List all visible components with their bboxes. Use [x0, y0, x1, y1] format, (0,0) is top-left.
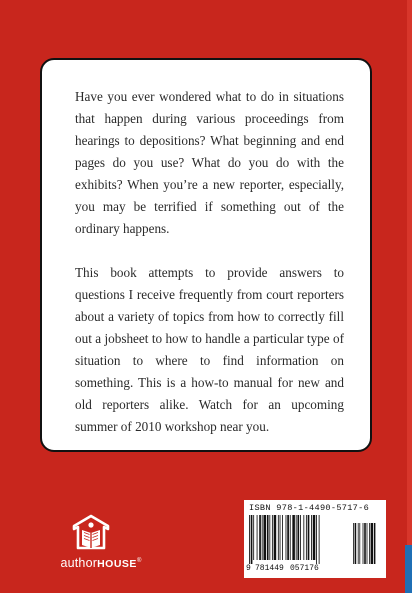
blurb-paragraph-1: Have you ever wondered what to do in situations that happen during various proceedings from hearings to depositions? What beginning and end pages do you use? What do you do with the exhibits? When you’re a new reporter, especially, you may be terrified if something out of the ordinary happens.	[75, 89, 344, 236]
barcode-bars	[249, 515, 381, 564]
cover-edge	[407, 0, 412, 593]
publisher-name	[46, 556, 156, 570]
barcode-digit-first: 9	[246, 564, 251, 573]
isbn-barcode	[244, 500, 386, 578]
publisher-name-part-2: HOUSE	[97, 558, 137, 570]
publisher-logo	[46, 514, 156, 574]
corner-color-mark	[405, 545, 412, 593]
blurb-panel	[40, 58, 372, 452]
publisher-name-part-1: author	[60, 556, 98, 570]
registered-mark: ®	[136, 557, 142, 564]
blurb-paragraph-2: This book attempts to provide answers to questions I receive frequently from court reporters about a variety of topics from how to correctly fill out a jobsheet to how to handle a particular type of situation to where to find information on something. This is a how-to manual for new and old reporters alike. Watch for an upcoming summer of 2010 workshop near you.	[75, 265, 344, 434]
house-book-logo-icon	[71, 514, 111, 554]
barcode-digit-group-2: 057176	[290, 564, 319, 573]
isbn-number: ISBN 978-1-4490-5717-6	[249, 503, 370, 513]
barcode-digit-group-1: 781449	[255, 564, 284, 573]
